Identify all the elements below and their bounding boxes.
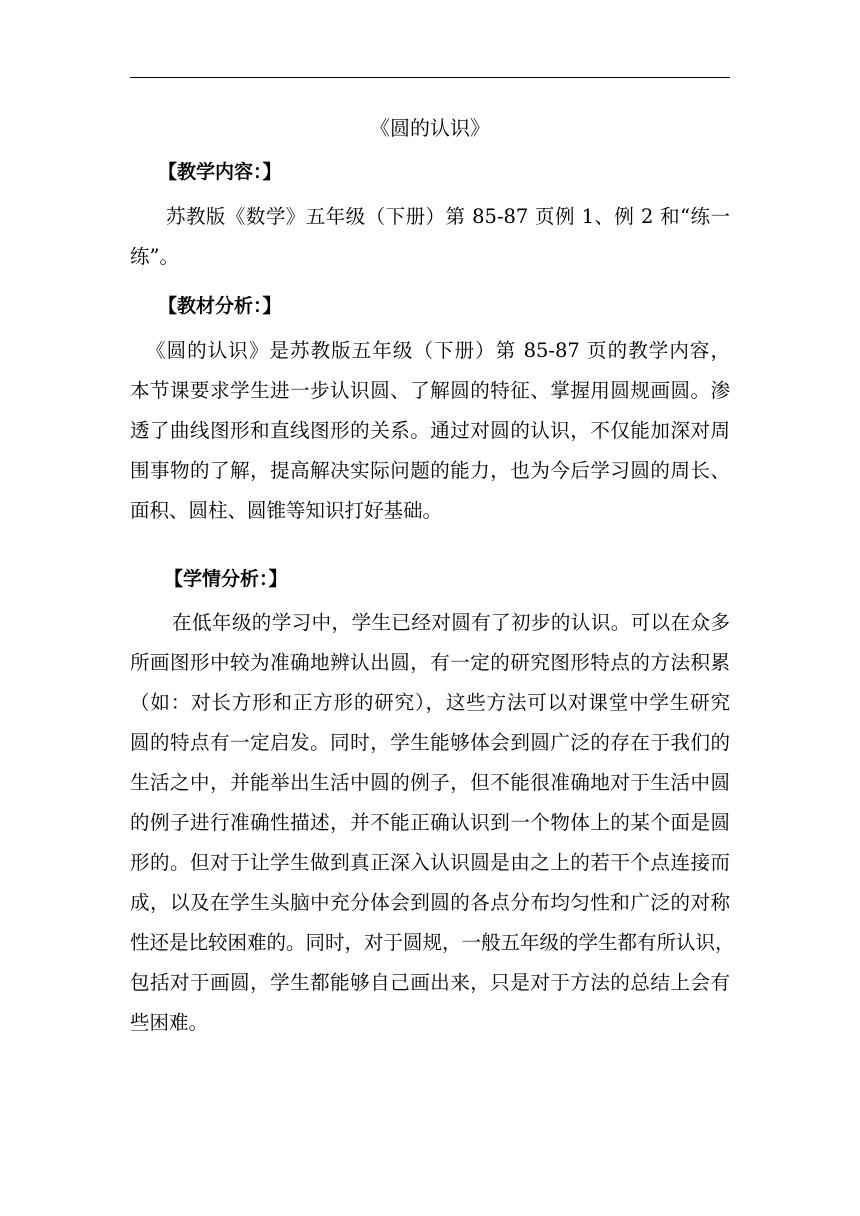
- paragraph-line: 在低年级的学习中，学生已经对圆有了初步的认识。可以在众多: [172, 611, 730, 634]
- paragraph-student-analysis: [130, 603, 735, 1043]
- paragraph-line: 练”。: [130, 245, 179, 268]
- page-title: 《圆的认识》: [370, 116, 490, 140]
- section-heading-student-analysis: 【学情分析：】: [164, 568, 288, 590]
- paragraph-line: 性还是比较困难的。同时，对于圆规，一般五年级的学生都有所认识，: [130, 931, 735, 954]
- paragraph-line: 本节课要求学生进一步认识圆、了解圆的特征、掌握用圆规画圆。渗: [130, 379, 730, 402]
- paragraph-textbook-analysis: [130, 331, 730, 531]
- paragraph-line: 圆的特点有一定启发。同时，学生能够体会到圆广泛的存在于我们的: [130, 731, 730, 754]
- paragraph-line: 透了曲线图形和直线图形的关系。通过对圆的认识，不仅能加深对周: [130, 419, 730, 442]
- paragraph-line: （如：对长方形和正方形的研究），这些方法可以对课堂中学生研究: [130, 691, 730, 714]
- paragraph-line: 面积、圆柱、圆锥等知识打好基础。: [130, 499, 443, 522]
- paragraph-line: 所画图形中较为准确地辨认出圆，有一定的研究图形特点的方法积累: [130, 651, 730, 674]
- section-heading-textbook-analysis: 【教材分析：】: [158, 295, 282, 317]
- paragraph-line: 些困难。: [130, 1011, 209, 1034]
- paragraph-line: 《圆的认识》是苏教版五年级（下册）第 85-87 页的教学内容，: [146, 339, 730, 362]
- paragraph-line: 包括对于画圆，学生都能够自己画出来，只是对于方法的总结上会有: [130, 971, 730, 994]
- paragraph-line: 生活之中，并能举出生活中圆的例子，但不能很准确地对于生活中圆: [130, 771, 730, 794]
- paragraph-line: 形的。但对于让学生做到真正深入认识圆是由之上的若干个点连接而: [130, 851, 730, 874]
- section-heading-teaching-content: 【教学内容：】: [158, 161, 282, 183]
- paragraph-line: 苏教版《数学》五年级（下册）第 85-87 页例 1、例 2 和“练一: [166, 205, 730, 228]
- header-rule: [130, 77, 730, 78]
- paragraph-line: 围事物的了解，提高解决实际问题的能力，也为今后学习圆的周长、: [130, 459, 730, 482]
- paragraph-line: 的例子进行准确性描述，并不能正确认识到一个物体上的某个面是圆: [130, 811, 730, 834]
- paragraph-teaching-content: [130, 197, 730, 277]
- paragraph-line: 成，以及在学生头脑中充分体会到圆的各点分布均匀性和广泛的对称: [130, 891, 730, 914]
